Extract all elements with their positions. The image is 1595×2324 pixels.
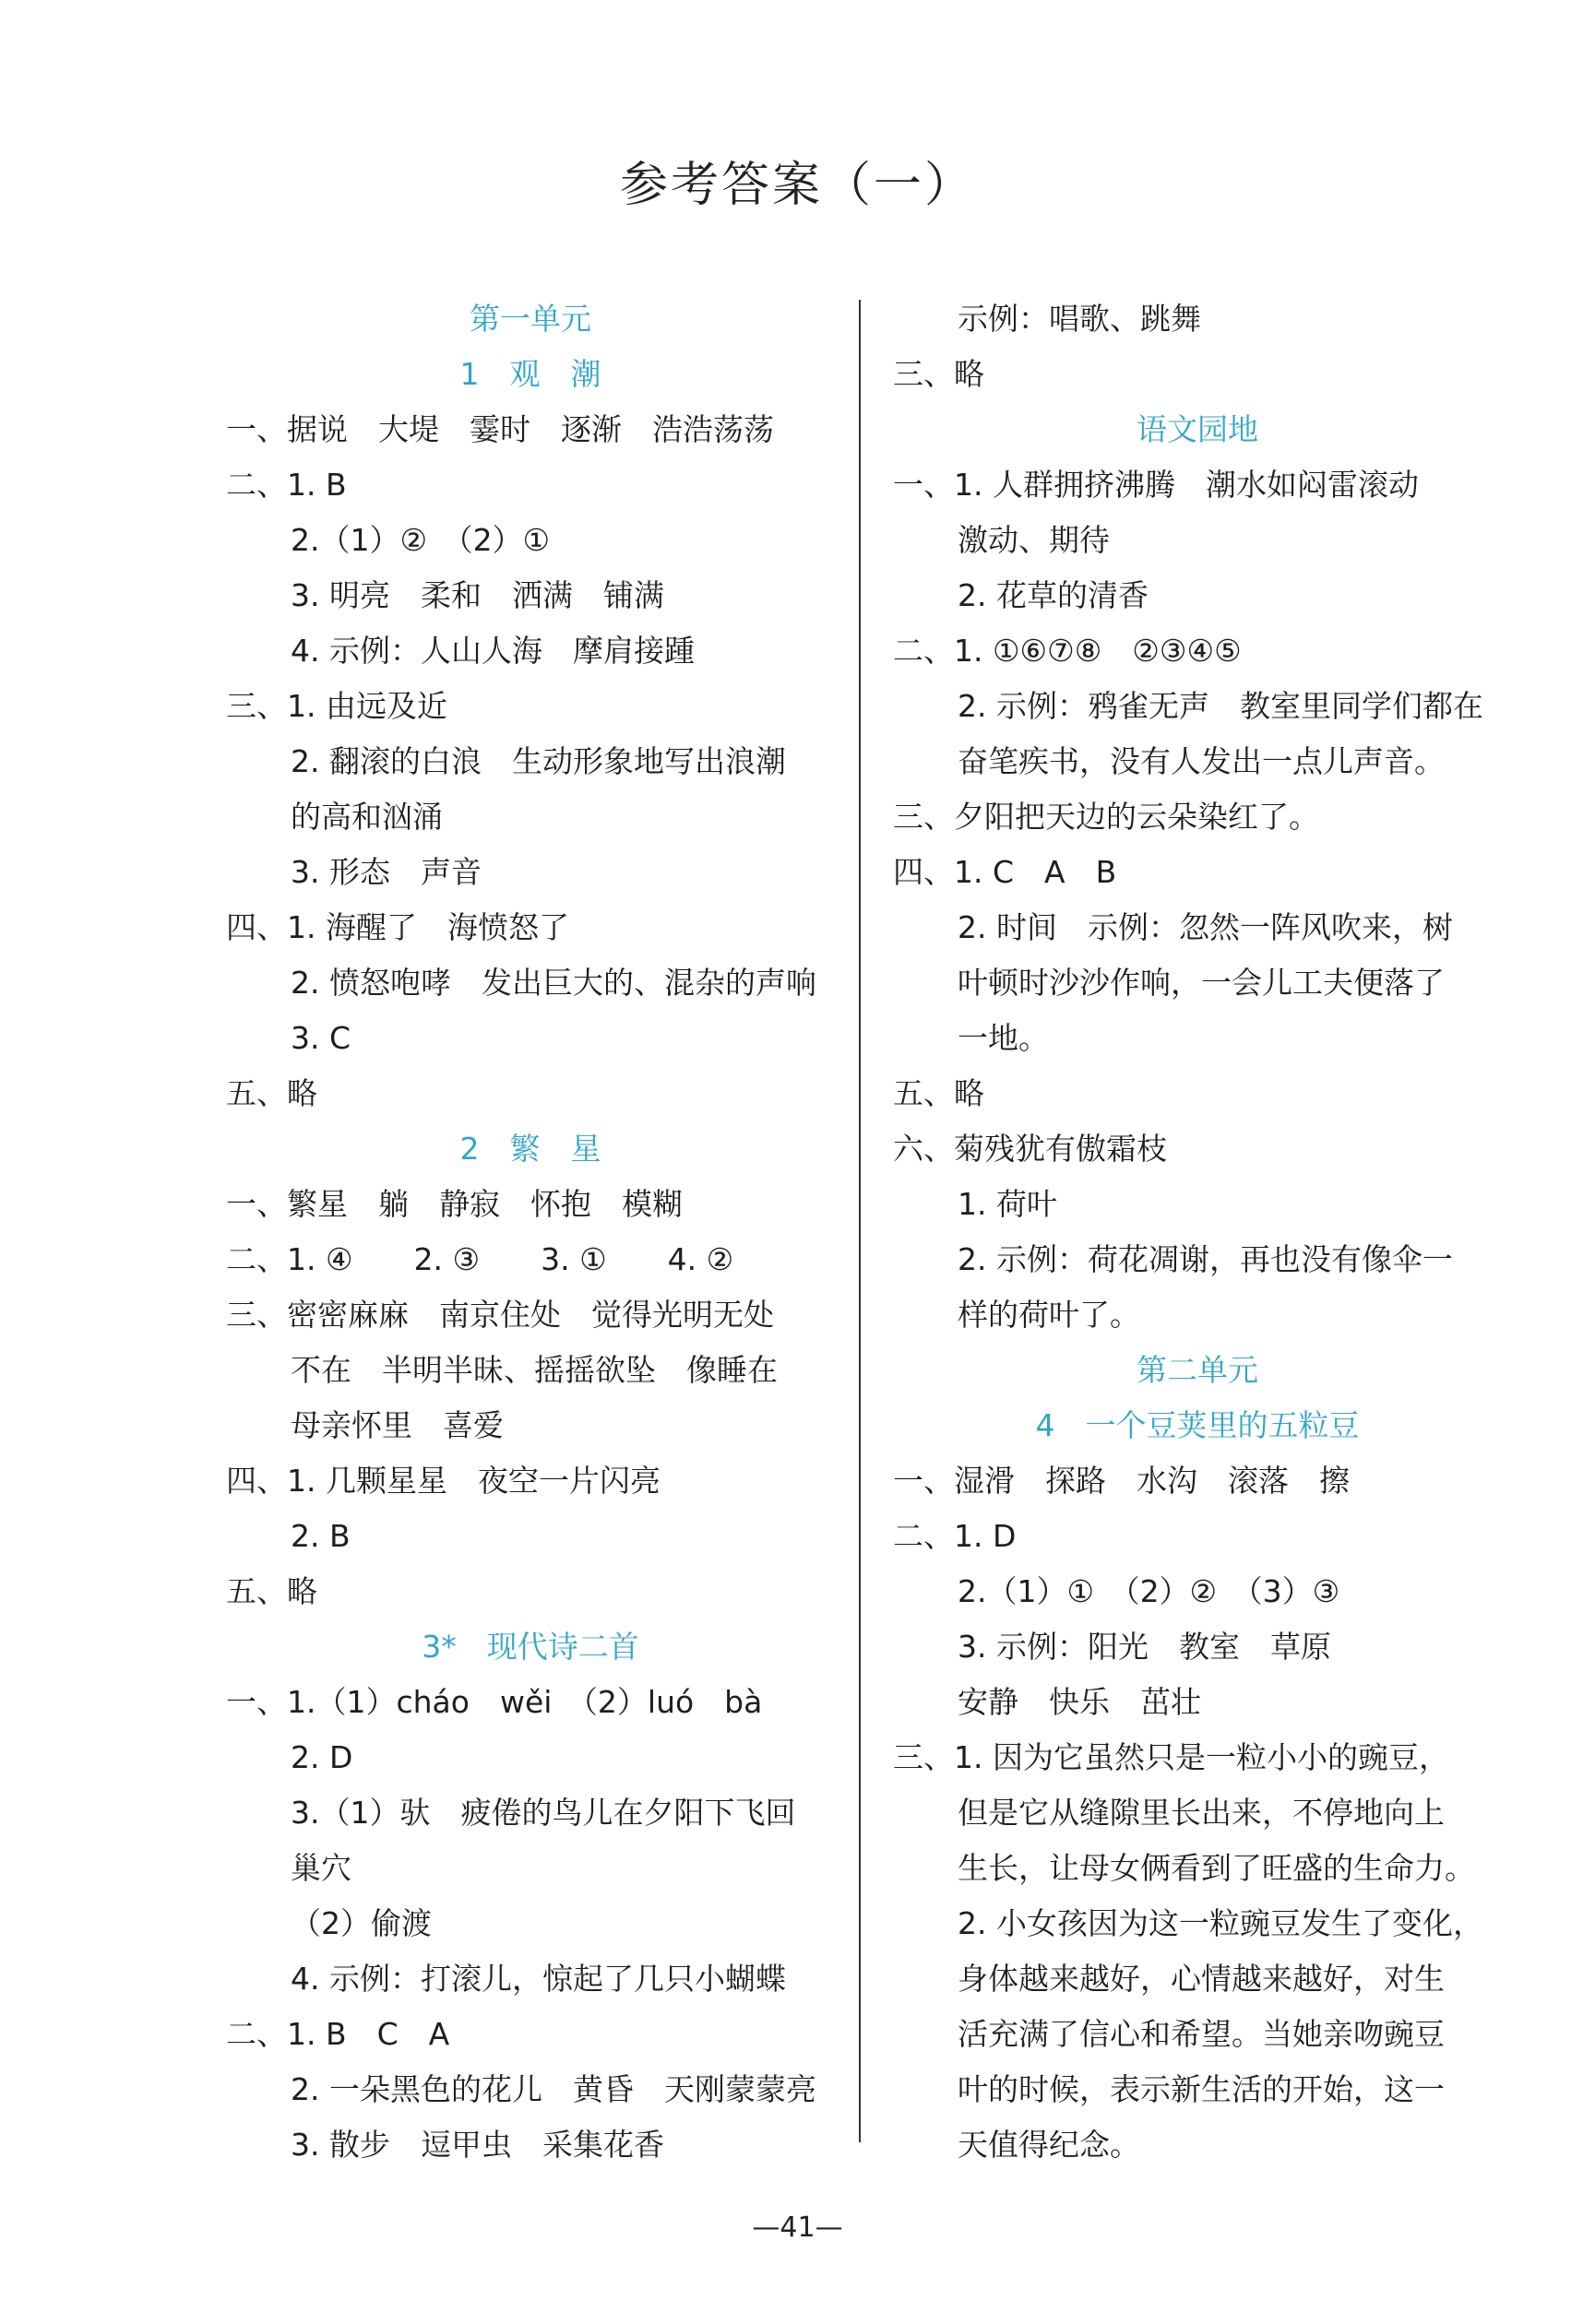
- answer-line: 激动、期待: [958, 522, 1110, 558]
- answer-line: 2. 示例：荷花凋谢，再也没有像伞一: [958, 1241, 1453, 1277]
- answer-line: 二、1. ④ 2. ③ 3. ① 4. ②: [226, 1241, 734, 1277]
- answer-line: 巢穴: [291, 1850, 351, 1886]
- answer-line: 母亲怀里 喜爱: [291, 1407, 504, 1443]
- answer-line: 一、湿滑 探路 水沟 滚落 擦: [893, 1463, 1350, 1499]
- answer-line: 1. 荷叶: [958, 1186, 1057, 1222]
- answer-line: 四、1. 几颗星星 夜空一片闪亮: [226, 1463, 661, 1499]
- answer-line: 2.（1）② （2）①: [291, 522, 551, 558]
- section-heading: 3* 现代诗二首: [422, 1629, 639, 1665]
- answer-line: 2. 愤怒咆哮 发出巨大的、混杂的声响: [291, 965, 816, 1001]
- answer-line: 示例：唱歌、跳舞: [958, 301, 1201, 337]
- answer-line: 三、夕阳把天边的云朵染红了。: [893, 799, 1319, 835]
- answer-line: 五、略: [893, 1075, 984, 1111]
- answer-line: 六、菊残犹有傲霜枝: [893, 1131, 1167, 1167]
- answer-line: （2）偷渡: [291, 1905, 432, 1941]
- answer-line: 2. D: [291, 1739, 353, 1775]
- answer-line: 2.（1）① （2）② （3）③: [958, 1573, 1340, 1609]
- right-column: [893, 291, 1502, 2173]
- answer-line: 奋笔疾书，没有人发出一点儿声音。: [958, 743, 1445, 779]
- answer-line: 4. 示例：打滚儿，惊起了几只小蝴蝶: [291, 1961, 786, 1997]
- section-heading: 第二单元: [1137, 1352, 1258, 1388]
- page-title: 参考答案（一）: [619, 158, 975, 213]
- answer-line: 生长，让母女俩看到了旺盛的生命力。: [958, 1850, 1475, 1886]
- answer-line: 四、1. 海醒了 海愤怒了: [226, 909, 569, 945]
- answer-line: 2. 小女孩因为这一粒豌豆发生了变化，: [958, 1905, 1483, 1941]
- answer-line: 3. 散步 逗甲虫 采集花香: [291, 2127, 664, 2163]
- answer-line: 二、1. B C A: [226, 2016, 450, 2052]
- answer-line: 3.（1）驮 疲倦的鸟儿在夕阳下飞回: [291, 1795, 796, 1831]
- answer-line: 叶顿时沙沙作响，一会儿工夫便落了: [958, 965, 1445, 1001]
- answer-line: 叶的时候，表示新生活的开始，这一: [958, 2071, 1445, 2107]
- column-divider: [859, 300, 861, 2142]
- answer-line: 活充满了信心和希望。当她亲吻豌豆: [958, 2016, 1445, 2052]
- answer-line: 一、1.（1）cháo wěi （2）luó bà: [226, 1684, 763, 1720]
- answer-line: 3. 形态 声音: [291, 854, 482, 890]
- answer-line: 三、1. 由远及近: [226, 688, 447, 724]
- answer-line: 一地。: [958, 1020, 1049, 1056]
- section-heading: 1 观 潮: [459, 356, 601, 392]
- answer-line: 2. 示例：鸦雀无声 教室里同学们都在: [958, 688, 1483, 724]
- answer-line: 2. 花草的清香: [958, 577, 1149, 613]
- page-number: —41—: [752, 2211, 843, 2244]
- answer-line: 五、略: [226, 1573, 317, 1609]
- answer-line: 四、1. C A B: [893, 854, 1117, 890]
- answer-line: 身体越来越好，心情越来越好，对生: [958, 1961, 1445, 1997]
- answer-line: 二、1. B: [226, 467, 347, 503]
- answer-line: 五、略: [226, 1075, 317, 1111]
- answer-line: 2. 时间 示例：忽然一阵风吹来，树: [958, 909, 1453, 945]
- answer-line: 天值得纪念。: [958, 2127, 1140, 2163]
- answer-line: 一、据说 大堤 霎时 逐渐 浩浩荡荡: [226, 411, 774, 447]
- section-heading: 4 一个豆荚里的五粒豆: [1035, 1407, 1360, 1443]
- answer-line: 样的荷叶了。: [958, 1297, 1140, 1333]
- answer-line: 4. 示例：人山人海 摩肩接踵: [291, 633, 695, 669]
- answer-line: 三、1. 因为它虽然只是一粒小小的豌豆，: [893, 1739, 1449, 1775]
- answer-line: 二、1. ①⑥⑦⑧ ②③④⑤: [893, 633, 1242, 669]
- answer-line: 2. 翻滚的白浪 生动形象地写出浪潮: [291, 743, 786, 779]
- left-column: [226, 291, 835, 2173]
- answer-line: 但是它从缝隙里长出来，不停地向上: [958, 1795, 1445, 1831]
- answer-line: 的高和汹涌: [291, 799, 443, 835]
- answer-line: 3. 示例：阳光 教室 草原: [958, 1629, 1331, 1665]
- answer-line: 三、略: [893, 356, 984, 392]
- answer-line: 安静 快乐 茁壮: [958, 1684, 1201, 1720]
- answer-line: 一、繁星 躺 静寂 怀抱 模糊: [226, 1186, 683, 1222]
- section-heading: 第一单元: [470, 301, 591, 337]
- answer-line: 三、密密麻麻 南京住处 觉得光明无处: [226, 1297, 774, 1333]
- section-heading: 语文园地: [1137, 411, 1258, 447]
- answer-line: 2. 一朵黑色的花儿 黄昏 天刚蒙蒙亮: [291, 2071, 816, 2107]
- answer-line: 一、1. 人群拥挤沸腾 潮水如闷雷滚动: [893, 467, 1419, 503]
- answer-line: 2. B: [291, 1518, 351, 1554]
- answer-line: 二、1. D: [893, 1518, 1017, 1554]
- answer-line: 不在 半明半昧、摇摇欲坠 像睡在: [291, 1352, 778, 1388]
- answer-line: 3. C: [291, 1020, 351, 1056]
- section-heading: 2 繁 星: [459, 1131, 601, 1167]
- answer-line: 3. 明亮 柔和 洒满 铺满: [291, 577, 664, 613]
